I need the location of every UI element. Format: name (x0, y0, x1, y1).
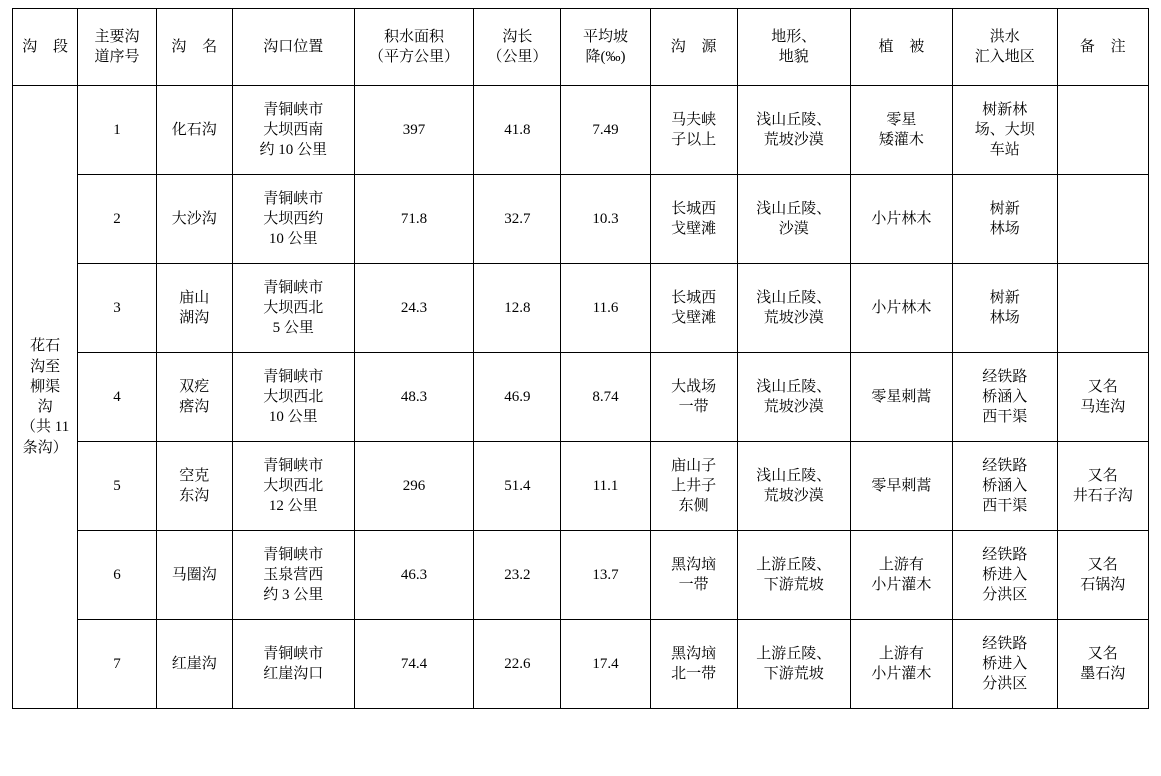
column-header-mouth (232, 9, 354, 86)
cell-source-line: 长城西 (671, 289, 717, 306)
cell-source (650, 86, 737, 175)
cell-mouth (232, 353, 354, 442)
cell-vegetation-line: 零早刺蒿 (871, 477, 932, 494)
cell-slope (561, 531, 650, 620)
cell-source-line: 戈壁滩 (671, 221, 717, 237)
cell-remark (1057, 442, 1148, 531)
cell-no-line: 6 (113, 566, 121, 583)
cell-name-line: 东沟 (179, 488, 210, 504)
cell-mouth-line: 大坝西北 (263, 388, 324, 405)
column-header-length (474, 9, 561, 86)
cell-source-line: 东侧 (678, 498, 709, 515)
cell-mouth-line: 12 公里 (268, 498, 318, 515)
cell-mouth-line: 大坝西约 (263, 210, 324, 227)
cell-remark-line: 又名 (1087, 556, 1118, 573)
cell-flood (953, 531, 1057, 620)
cell-name (156, 175, 232, 264)
cell-mouth-line: 约 10 公里 (259, 142, 327, 159)
cell-slope (561, 86, 650, 175)
cell-vegetation-line: 上游有 (878, 645, 924, 662)
cell-flood (953, 264, 1057, 353)
cell-length (474, 531, 561, 620)
cell-terrain (737, 175, 850, 264)
cell-length-line: 22.6 (504, 655, 531, 672)
cell-area (354, 442, 474, 531)
cell-remark-line: 又名 (1087, 467, 1118, 484)
cell-terrain-line: 下游荒坡 (763, 577, 824, 593)
cell-vegetation-line: 小片灌木 (871, 577, 932, 593)
column-header-flood (953, 9, 1057, 86)
cell-length-line: 46.9 (504, 388, 531, 405)
cell-length-line: 51.4 (504, 477, 531, 494)
cell-area-line: 24.3 (400, 299, 428, 316)
cell-segment-line: 花石 (30, 338, 61, 355)
cell-vegetation (850, 86, 952, 175)
column-header-name-line: 沟 名 (171, 38, 224, 55)
column-header-no-line: 道序号 (94, 49, 140, 65)
column-header-name (156, 9, 232, 86)
cell-mouth (232, 86, 354, 175)
cell-flood-line: 桥涵入 (982, 477, 1028, 494)
cell-length (474, 175, 561, 264)
cell-source (650, 620, 737, 709)
column-header-flood-line: 洪水 (989, 28, 1020, 45)
cell-vegetation (850, 620, 952, 709)
cell-vegetation-line: 零星刺蒿 (871, 388, 932, 405)
cell-mouth-line: 青铜峡市 (263, 190, 324, 207)
cell-terrain (737, 531, 850, 620)
cell-terrain-line: 浅山丘陵、 (756, 467, 832, 484)
cell-vegetation-line: 小片灌木 (871, 666, 932, 682)
cell-source-line: 一带 (678, 577, 709, 593)
cell-source (650, 353, 737, 442)
cell-mouth-line: 大坝西北 (263, 477, 324, 494)
cell-mouth (232, 531, 354, 620)
cell-area-line: 74.4 (400, 655, 428, 672)
cell-flood (953, 175, 1057, 264)
table-row (13, 264, 1149, 353)
cell-area (354, 175, 474, 264)
cell-mouth-line: 青铜峡市 (263, 546, 324, 563)
cell-flood (953, 442, 1057, 531)
cell-slope (561, 264, 650, 353)
cell-terrain-line: 荒坡沙漠 (763, 488, 824, 504)
cell-no (78, 264, 156, 353)
cell-flood-line: 车站 (989, 142, 1020, 159)
cell-flood-line: 树新 (989, 200, 1020, 217)
table-body (13, 86, 1149, 709)
cell-name-line: 瘩沟 (179, 399, 210, 415)
column-header-no-line: 主要沟 (94, 28, 140, 45)
table-row (13, 620, 1149, 709)
cell-flood (953, 353, 1057, 442)
cell-mouth-line: 10 公里 (268, 409, 318, 426)
cell-slope-line: 17.4 (592, 655, 619, 672)
cell-vegetation (850, 264, 952, 353)
table-row (13, 175, 1149, 264)
cell-length-line: 12.8 (504, 299, 531, 316)
cell-flood-line: 西干渠 (982, 498, 1028, 515)
cell-source-line: 马夫峡 (671, 111, 717, 128)
column-header-slope (561, 9, 650, 86)
cell-source (650, 531, 737, 620)
cell-no (78, 86, 156, 175)
cell-name (156, 620, 232, 709)
gully-statistics-table (12, 8, 1149, 709)
cell-mouth (232, 175, 354, 264)
cell-name-line: 红崖沟 (171, 655, 217, 672)
cell-source-line: 长城西 (671, 200, 717, 217)
cell-flood-line: 场、大坝 (974, 121, 1035, 138)
cell-slope-line: 11.6 (592, 299, 619, 316)
cell-remark-line: 井石子沟 (1072, 488, 1133, 504)
cell-slope-line: 13.7 (592, 566, 619, 583)
cell-flood-line: 林场 (989, 221, 1020, 237)
cell-mouth (232, 620, 354, 709)
cell-flood (953, 620, 1057, 709)
cell-mouth-line: 大坝西北 (263, 299, 324, 316)
cell-area (354, 353, 474, 442)
column-header-mouth-line: 沟口位置 (263, 38, 324, 55)
cell-no (78, 442, 156, 531)
cell-flood-line: 经铁路 (982, 546, 1028, 563)
cell-remark (1057, 531, 1148, 620)
cell-name-line: 湖沟 (179, 310, 210, 326)
cell-terrain-line: 浅山丘陵、 (756, 378, 832, 395)
cell-remark (1057, 175, 1148, 264)
cell-mouth-line: 大坝西南 (263, 121, 324, 138)
column-header-remark-line: 备 注 (1079, 38, 1132, 55)
cell-length-line: 32.7 (504, 210, 531, 227)
cell-area-line: 397 (402, 121, 426, 138)
column-header-remark (1057, 9, 1148, 86)
cell-source-line: 黑沟垴 (671, 556, 717, 573)
cell-no-line: 4 (113, 388, 121, 405)
cell-remark (1057, 86, 1148, 175)
cell-no (78, 175, 156, 264)
column-header-no (78, 9, 156, 86)
column-header-segment-line: 沟 段 (22, 38, 75, 55)
cell-name (156, 264, 232, 353)
cell-name-line: 大沙沟 (171, 210, 217, 227)
cell-area (354, 86, 474, 175)
cell-remark-line: 石锅沟 (1080, 577, 1126, 593)
cell-name-line: 双疙 (179, 378, 210, 395)
cell-length-line: 23.2 (504, 566, 531, 583)
cell-remark (1057, 620, 1148, 709)
cell-vegetation-line: 零星 (886, 111, 917, 128)
cell-source (650, 264, 737, 353)
cell-slope (561, 353, 650, 442)
cell-terrain (737, 264, 850, 353)
cell-mouth (232, 264, 354, 353)
cell-vegetation-line: 小片林木 (871, 299, 932, 316)
cell-no-line: 1 (113, 121, 121, 138)
cell-remark-line: 又名 (1087, 645, 1118, 662)
column-header-source (650, 9, 737, 86)
cell-name (156, 86, 232, 175)
cell-mouth-line: 青铜峡市 (263, 368, 324, 385)
cell-flood-line: 西干渠 (982, 409, 1028, 426)
cell-vegetation (850, 353, 952, 442)
cell-flood (953, 86, 1057, 175)
cell-name-line: 空克 (179, 467, 210, 484)
cell-mouth-line: 约 3 公里 (263, 587, 324, 604)
cell-remark-line: 又名 (1087, 378, 1118, 395)
cell-length (474, 86, 561, 175)
cell-terrain-line: 下游荒坡 (763, 666, 824, 682)
column-header-length-line: （公里） (487, 49, 548, 65)
cell-terrain-line: 沙漠 (778, 221, 809, 237)
cell-terrain-line: 上游丘陵、 (756, 556, 832, 573)
cell-length (474, 620, 561, 709)
table-row (13, 353, 1149, 442)
cell-flood-line: 分洪区 (982, 676, 1028, 693)
column-header-source-line: 沟 源 (670, 38, 723, 55)
cell-source-line: 大战场 (671, 378, 717, 395)
cell-terrain-line: 浅山丘陵、 (756, 289, 832, 306)
column-header-area (354, 9, 474, 86)
cell-flood-line: 桥进入 (982, 566, 1028, 583)
cell-length (474, 264, 561, 353)
header-row (13, 9, 1149, 86)
cell-no (78, 531, 156, 620)
cell-vegetation (850, 442, 952, 531)
cell-length-line: 41.8 (504, 121, 531, 138)
cell-area (354, 620, 474, 709)
cell-segment-line: 条沟） (22, 439, 68, 456)
cell-area-line: 296 (402, 477, 426, 494)
cell-remark (1057, 264, 1148, 353)
cell-no (78, 620, 156, 709)
cell-vegetation (850, 531, 952, 620)
cell-slope (561, 620, 650, 709)
column-header-length-line: 沟长 (502, 28, 533, 45)
cell-mouth (232, 442, 354, 531)
cell-length (474, 442, 561, 531)
cell-flood-line: 经铁路 (982, 635, 1028, 652)
cell-source-line: 上井子 (671, 477, 717, 494)
column-header-area-line: （平方公里） (368, 49, 459, 65)
cell-slope (561, 442, 650, 531)
column-header-terrain-line: 地貌 (778, 49, 809, 65)
column-header-area-line: 积水面积 (383, 28, 444, 45)
cell-vegetation-line: 矮灌木 (878, 132, 924, 148)
cell-area-line: 71.8 (400, 210, 428, 227)
cell-terrain-line: 荒坡沙漠 (763, 132, 824, 148)
cell-flood-line: 经铁路 (982, 368, 1028, 385)
cell-mouth-line: 青铜峡市 (263, 645, 324, 662)
cell-vegetation (850, 175, 952, 264)
cell-name (156, 442, 232, 531)
cell-name (156, 531, 232, 620)
cell-slope (561, 175, 650, 264)
cell-flood-line: 桥涵入 (982, 388, 1028, 405)
cell-source-line: 庙山子 (671, 457, 717, 474)
cell-area-line: 48.3 (400, 388, 428, 405)
cell-source-line: 戈壁滩 (671, 310, 717, 326)
table-row (13, 86, 1149, 175)
cell-terrain-line: 浅山丘陵、 (756, 200, 832, 217)
cell-name-line: 化石沟 (171, 121, 217, 138)
cell-flood-line: 桥进入 (982, 655, 1028, 672)
cell-source-line: 一带 (678, 399, 709, 415)
cell-mouth-line: 玉泉营西 (263, 566, 324, 583)
cell-vegetation-line: 上游有 (878, 556, 924, 573)
cell-slope-line: 10.3 (592, 210, 619, 227)
cell-flood-line: 树新林 (982, 101, 1028, 118)
cell-mouth-line: 红崖沟口 (263, 666, 324, 682)
cell-name-line: 庙山 (179, 289, 210, 306)
column-header-terrain-line: 地形、 (771, 28, 817, 45)
column-header-slope-line: 降(‰) (585, 49, 626, 65)
cell-flood-line: 树新 (989, 289, 1020, 306)
cell-name-line: 马圈沟 (171, 566, 217, 583)
cell-no (78, 353, 156, 442)
column-header-segment (13, 9, 78, 86)
cell-no-line: 2 (113, 210, 121, 227)
cell-segment-line: 沟至 (30, 358, 61, 375)
cell-terrain (737, 620, 850, 709)
cell-mouth-line: 5 公里 (272, 320, 314, 337)
cell-mouth-line: 青铜峡市 (263, 457, 324, 474)
cell-terrain-line: 浅山丘陵、 (756, 111, 832, 128)
table-row (13, 442, 1149, 531)
table-row (13, 531, 1149, 620)
table-header (13, 9, 1149, 86)
cell-mouth-line: 10 公里 (268, 231, 318, 248)
column-header-vegetation-line: 植 被 (878, 38, 931, 55)
cell-source (650, 442, 737, 531)
cell-segment-line: （共 11 (21, 419, 70, 436)
cell-remark (1057, 353, 1148, 442)
cell-name (156, 353, 232, 442)
cell-terrain-line: 上游丘陵、 (756, 645, 832, 662)
cell-terrain-line: 荒坡沙漠 (763, 310, 824, 326)
cell-source (650, 175, 737, 264)
cell-source-line: 黑沟垴 (671, 645, 717, 662)
cell-slope-line: 7.49 (592, 121, 619, 138)
column-header-flood-line: 汇入地区 (974, 49, 1035, 65)
cell-terrain-line: 荒坡沙漠 (763, 399, 824, 415)
column-header-slope-line: 平均坡 (582, 28, 628, 45)
column-header-vegetation (850, 9, 952, 86)
cell-terrain (737, 353, 850, 442)
cell-area (354, 531, 474, 620)
cell-slope-line: 11.1 (592, 477, 619, 494)
cell-terrain (737, 86, 850, 175)
cell-source-line: 北一带 (671, 666, 717, 682)
cell-remark-line: 马连沟 (1080, 399, 1126, 415)
cell-segment-line: 沟 (37, 399, 53, 415)
cell-no-line: 7 (113, 655, 121, 672)
column-header-terrain (737, 9, 850, 86)
cell-no-line: 5 (113, 477, 121, 494)
cell-length (474, 353, 561, 442)
cell-no-line: 3 (113, 299, 121, 316)
cell-mouth-line: 青铜峡市 (263, 101, 324, 118)
cell-flood-line: 林场 (989, 310, 1020, 326)
cell-segment-line: 柳渠 (30, 378, 61, 395)
cell-flood-line: 经铁路 (982, 457, 1028, 474)
cell-source-line: 子以上 (671, 132, 717, 148)
cell-area-line: 46.3 (400, 566, 428, 583)
cell-segment (13, 86, 78, 709)
cell-vegetation-line: 小片林木 (871, 210, 932, 227)
cell-terrain (737, 442, 850, 531)
cell-remark-line: 墨石沟 (1080, 666, 1126, 682)
cell-slope-line: 8.74 (592, 388, 619, 405)
cell-flood-line: 分洪区 (982, 587, 1028, 604)
cell-area (354, 264, 474, 353)
cell-mouth-line: 青铜峡市 (263, 279, 324, 296)
